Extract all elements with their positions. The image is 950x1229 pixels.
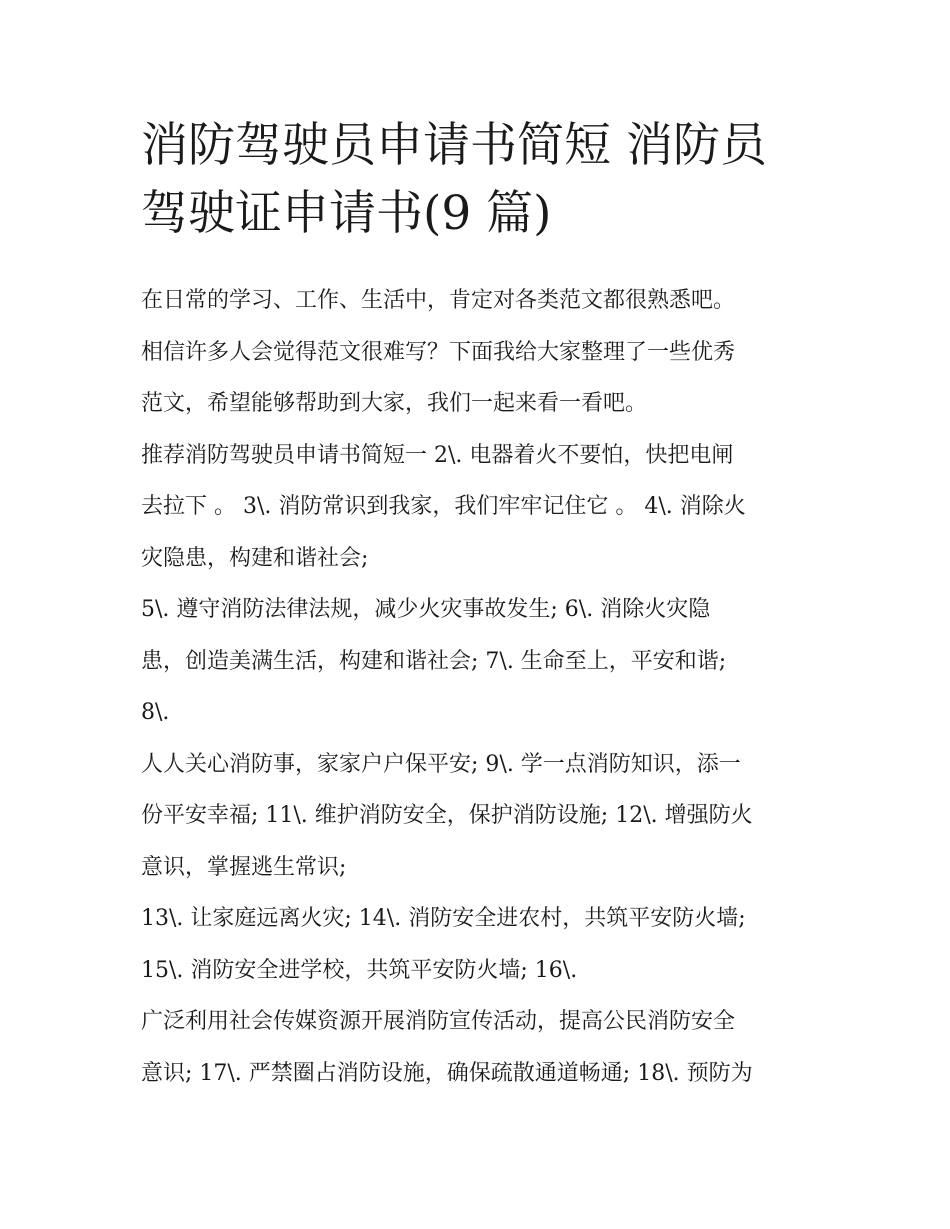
body-line: 在日常的学习、工作、生活中，肯定对各类范文都很熟悉吧。 [141, 288, 736, 313]
body-line: 5\. 遵守消防法律法规，减少火灾事故发生; 6\. 消除火灾隐 [141, 597, 711, 622]
body-line: 意识，掌握逃生常识; [141, 854, 347, 880]
body-line: 8\. [141, 700, 170, 725]
title-line-1: 消防驾驶员申请书简短 消防员 [141, 118, 767, 173]
body-line: 推荐消防驾驶员申请书简短一 2\. 电器着火不要怕，快把电闸 [141, 442, 734, 468]
document-title [141, 112, 821, 248]
document-body [141, 275, 821, 1099]
body-line: 灾隐患，构建和谐社会; [141, 545, 369, 571]
body-line: 广泛利用社会传媒资源开展消防宣传活动，提高公民消防安全 [141, 1009, 736, 1034]
title-line-2: 驾驶证申请书(9 篇) [141, 186, 552, 241]
body-line: 15\. 消防安全进学校，共筑平安防火墙; 16\. [141, 957, 578, 983]
body-line: 患，创造美满生活，构建和谐社会; 7\. 生命至上，平安和谐; [141, 648, 727, 674]
body-line: 去拉下 。 3\. 消防常识到我家，我们牢牢记住它 。 4\. 消除火 [141, 494, 746, 519]
body-line: 份平安幸福; 11\. 维护消防安全，保护消防设施; 12\. 增强防火 [141, 803, 753, 828]
body-line: 意识; 17\. 严禁圈占消防设施，确保疏散通道畅通; 18\. 预防为 [141, 1060, 753, 1086]
body-line: 相信许多人会觉得范文很难写？下面我给大家整理了一些优秀 [141, 339, 736, 365]
body-line: 范文，希望能够帮助到大家，我们一起来看一看吧。 [141, 391, 648, 416]
body-line: 13\. 让家庭远离火灾; 14\. 消防安全进农村，共筑平安防火墙; [141, 906, 746, 931]
body-line: 人人关心消防事，家家户户保平安; 9\. 学一点消防知识，添一 [141, 751, 741, 777]
